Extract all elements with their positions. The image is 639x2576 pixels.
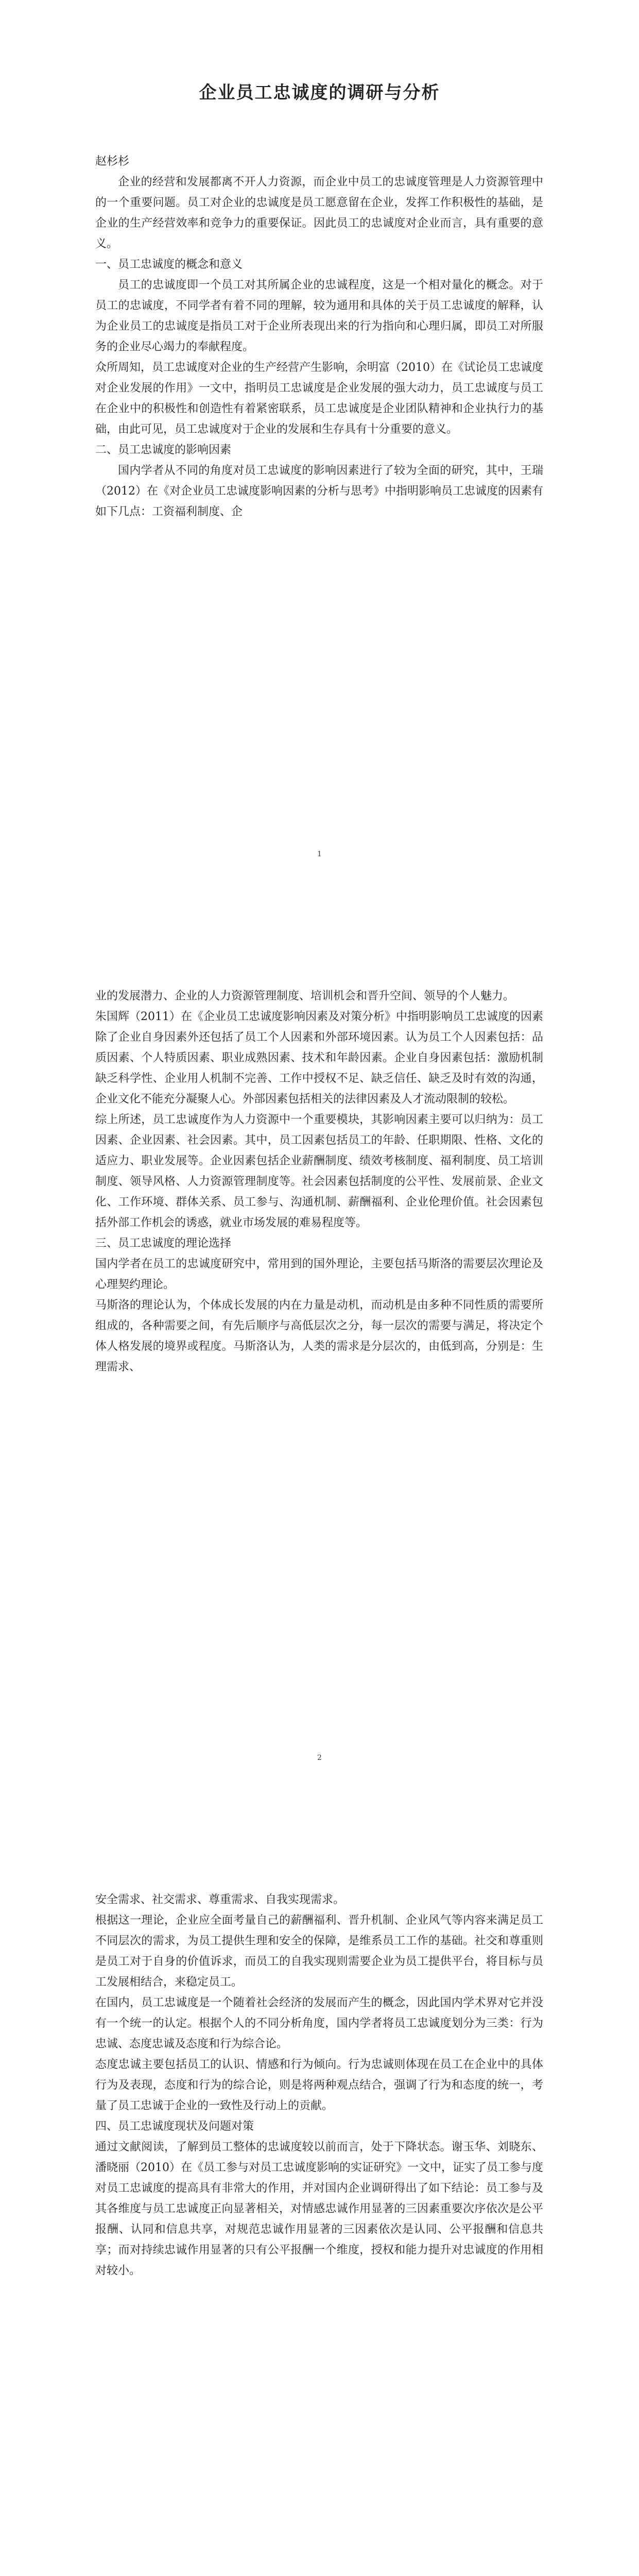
paragraph: 业的发展潜力、企业的人力资源管理制度、培训机会和晋升空间、领导的个人魅力。 <box>95 990 515 1003</box>
paragraph: 通过文献阅读，了解到员工整体的忠诚度较以前而言，处于下降状态。谢玉华、刘晓东、潘晓丽（2010）在《员工参与对员工忠诚度影响的实证研究》一文中，证实了员工参与度对员工忠诚度的提高具有非常大的作用，并对国内企业调研得出了如下结论：员工参与及其各维度与员工忠诚度正向显著相关，对情感忠诚作用显著的三因素重要次序依次是公平报酬、认同和信息共享，对规范忠诚作用显著的三因素依次是认同、公平报酬和信息共享；而对持续忠诚作用显著的只有公平报酬一个维度，授权和能力提升对忠诚度的作用相对较小。 <box>95 2141 543 2277</box>
paragraph: 国内学者在员工的忠诚度研究中，常用到的国外理论，主要包括马斯洛的需要层次理论及心理契约理论。 <box>95 1258 543 1291</box>
author-name: 赵杉杉 <box>95 155 130 168</box>
paragraph: 朱国辉（2011）在《企业员工忠诚度影响因素及对策分析》中指明影响员工忠诚度的因素除了企业自身因素外还包括了员工个人因素和外部环境因素。认为员工个人因素包括：品质因素、个人特质因素、职业成熟因素、技术和年龄因素。企业自身因素包括：激励机制缺乏科学性、企业用人机制不完善、工作中授权不足、缺乏信任、缺乏及时有效的沟通，企业文化不能充分凝聚人心。外部因素包括相关的法律因素及人才流动限制的较松。 <box>95 1010 543 1106</box>
paragraph: 国内学者从不同的角度对员工忠诚度的影响因素进行了较为全面的研究，其中，王瑞（2012）在《对企业员工忠诚度影响因素的分析与思考》中指明影响员工忠诚度的因素有如下几点：工资福利制度、企 <box>95 464 543 518</box>
page-2-content <box>95 986 543 1378</box>
paragraph: 员工的忠诚度即一个员工对其所属企业的忠诚程度，这是一个相对量化的概念。对于员工的忠诚度，不同学者有着不同的理解，较为通用和具体的关于员工忠诚度的解释，认为企业员工的忠诚度是指员工对于企业所表现出来的行为指向和心理归属，即员工对所服务的企业尽心竭力的奉献程度。 <box>95 279 543 353</box>
paragraph: 根据这一理论，企业应全面考量自己的薪酬福利、晋升机制、企业风气等内容来满足员工不同层次的需求，为员工提供生理和安全的保障，是维系员工工作的基础。社交和尊重则是员工对于自身的价值诉求，而员工的自我实现则需要企业为员工提供平台，将目标与员工发展相结合，来稳定员工。 <box>95 1914 543 1989</box>
paper-title: 企业员工忠诚度的调研与分析 <box>199 82 440 103</box>
paragraph: 企业的经营和发展都离不开人力资源，而企业中员工的忠诚度管理是人力资源管理中的一个重要问题。员工对企业的忠诚度是员工愿意留在企业，发挥工作积极性的基础，是企业的生产经营效率和竞争力的重要保证。因此员工的忠诚度对企业而言，具有重要的意义。 <box>95 176 543 250</box>
page-1 <box>0 0 639 904</box>
page-3 <box>0 1807 639 2576</box>
paragraph: 态度忠诚主要包括员工的认识、情感和行为倾向。行为忠诚则体现在员工在企业中的具体行为及表现，态度和行为的综合论，则是将两种观点结合，强调了行为和态度的统一，考量了员工忠诚于企业的一致性及行动上的贡献。 <box>95 2058 543 2112</box>
section-heading: 二、员工忠诚度的影响因素 <box>95 444 232 456</box>
paragraph: 众所周知，员工忠诚度对企业的生产经营产生影响，余明富（2010）在《试论员工忠诚度对企业发展的作用》一文中，指明员工忠诚度是企业发展的强大动力，员工忠诚度与员工在企业中的积极性和创造性有着紧密联系，员工忠诚度是企业团队精神和企业执行力的基础，由此可见，员工忠诚度对于企业的发展和生存具有十分重要的意义。 <box>95 361 543 436</box>
page-number: 2 <box>317 1754 322 1762</box>
page-3-content <box>95 1890 543 2281</box>
section-heading: 三、员工忠诚度的理论选择 <box>95 1237 232 1250</box>
section-heading: 四、员工忠诚度现状及问题对策 <box>95 2120 254 2133</box>
paragraph: 在国内，员工忠诚度是一个随着社会经济的发展而产生的概念，因此国内学术界对它并没有一个统一的认定。根据个人的不同分析角度，国内学者将员工忠诚度划分为三类：行为忠诚、态度忠诚及态度和行为综合论。 <box>95 1996 543 2050</box>
page-1-content <box>95 151 543 522</box>
section-heading: 一、员工忠诚度的概念和意义 <box>95 258 243 271</box>
paragraph: 马斯洛的理论认为，个体成长发展的内在力量是动机，而动机是由多种不同性质的需要所组成的，各种需要之间，有先后顺序与高低层次之分，每一层次的需要与满足，将决定个体人格发展的境界或程度。马斯洛认为，人类的需求是分层次的，由低到高，分别是：生理需求、 <box>95 1299 543 1374</box>
paragraph: 综上所述，员工忠诚度作为人力资源中一个重要模块，其影响因素主要可以归纳为：员工因素、企业因素、社会因素。其中，员工因素包括员工的年龄、任职期限、性格、文化的适应力、职业发展等。企业因素包括企业薪酬制度、绩效考核制度、福利制度、员工培训制度、领导风格、人力资源管理制度等。社会因素包括制度的公平性、发展前景、企业文化、工作环境、群体关系、员工参与、沟通机制、薪酬福利、企业伦理价值。社会因素包括外部工作机会的诱惑，就业市场发展的难易程度等。 <box>95 1113 543 1229</box>
page-2 <box>0 904 639 1807</box>
page-number: 1 <box>317 850 322 858</box>
paragraph: 安全需求、社交需求、尊重需求、自我实现需求。 <box>95 1893 345 1906</box>
